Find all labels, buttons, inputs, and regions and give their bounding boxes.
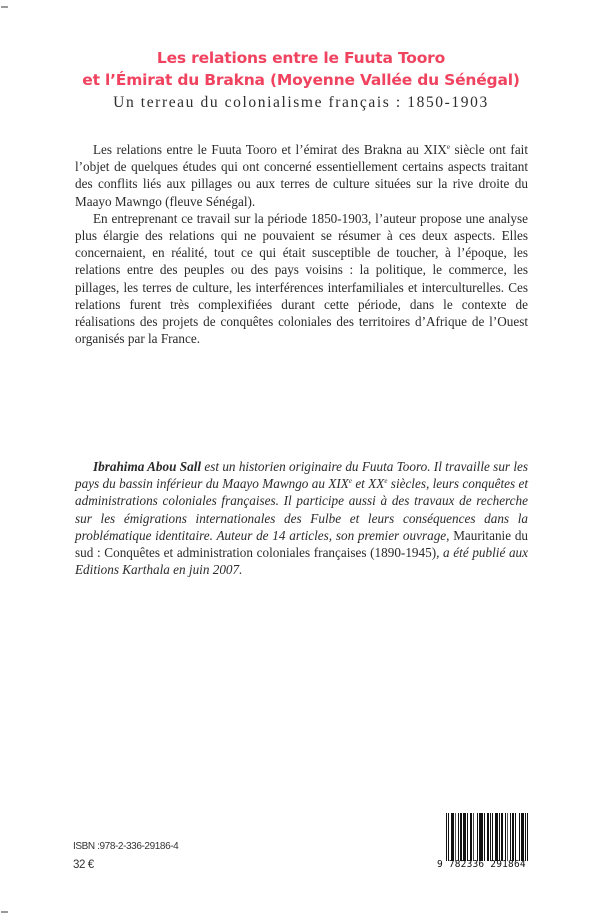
summary-text: siècle ont fait l’objet de quelques études qui ont concerné essentiellement certains aspects traitant des conflits liés aux pillages ou aux terres de culture situées sur la rive droite du Maayo Mawngo (fleuve Sénégal).: [75, 142, 529, 209]
summary-paragraph-1: [75, 141, 528, 210]
isbn-price-block: [73, 838, 178, 874]
book-subtitle: Un terreau du colonialisme français : 1850-1903: [113, 94, 489, 111]
author-bio: [75, 458, 528, 578]
author-name: Ibrahima Abou Sall: [93, 459, 202, 474]
superscript: e: [384, 477, 388, 486]
bio-text: est un historien originaire du Fuuta Tooro. Il travaille sur les pays du bassin inférieur du Maayo Mawngo au XIX: [75, 459, 529, 492]
bio-text: et XX: [351, 476, 385, 492]
author-bio-paragraph: [75, 458, 528, 578]
barcode-digits: 9 782336 291864: [437, 859, 526, 870]
barcode-bars: [446, 813, 534, 861]
summary-text: Les relations entre le Fuuta Tooro et l’émirat des Brakna au XIX: [93, 142, 447, 157]
isbn-label: ISBN :978-2-336-29186-4: [73, 841, 179, 852]
superscript: e: [348, 477, 352, 486]
price-label: 32 €: [73, 859, 94, 871]
isbn-barcode: [437, 813, 537, 871]
bio-text: siècles, leurs conquêtes et administrations coloniales françaises. Il participe aussi à des travaux de recherche sur les émigrations internationales des Fulbe et leurs conséquences dans la problématique identitaire. Auteur de 14 articles, son premier ouvrage,: [75, 476, 528, 543]
previous-book-title: Mauritanie du sud : Conquêtes et administration coloniales françaises (1890-1945): [75, 527, 529, 561]
crop-mark-bottom: [1, 911, 8, 913]
book-title-line-2: et l’Émirat du Brakna (Moyenne Vallée du Sénégal): [82, 71, 520, 89]
bio-text: , a été publié aux Editions Karthala en juin 2007.: [75, 545, 528, 578]
book-summary: [75, 141, 528, 347]
crop-mark-top: [1, 6, 8, 8]
superscript: e: [446, 143, 451, 151]
cover-title-block: [0, 47, 602, 113]
book-title-line-1: Les relations entre le Fuuta Tooro: [156, 49, 446, 67]
summary-paragraph-2: En entreprenant ce travail sur la période 1850-1903, l’auteur propose une analyse plus élargie des relations qui ne pouvaient se résumer à ces deux aspects. Elles concernaient, en réalité, tout ce qui était susceptible de toucher, à l’époque, les relations entre des peuples ou des pays voisins : la politique, le commerce, les pillages, les terres de culture, les interférences interfamiliales et interculturelles. Ces relations furent très complexifiées durant cette période, dans le contexte de réalisations des projets de conquêtes coloniales des territoires d’Afrique de l’Ouest organisés par la France.: [75, 210, 528, 347]
